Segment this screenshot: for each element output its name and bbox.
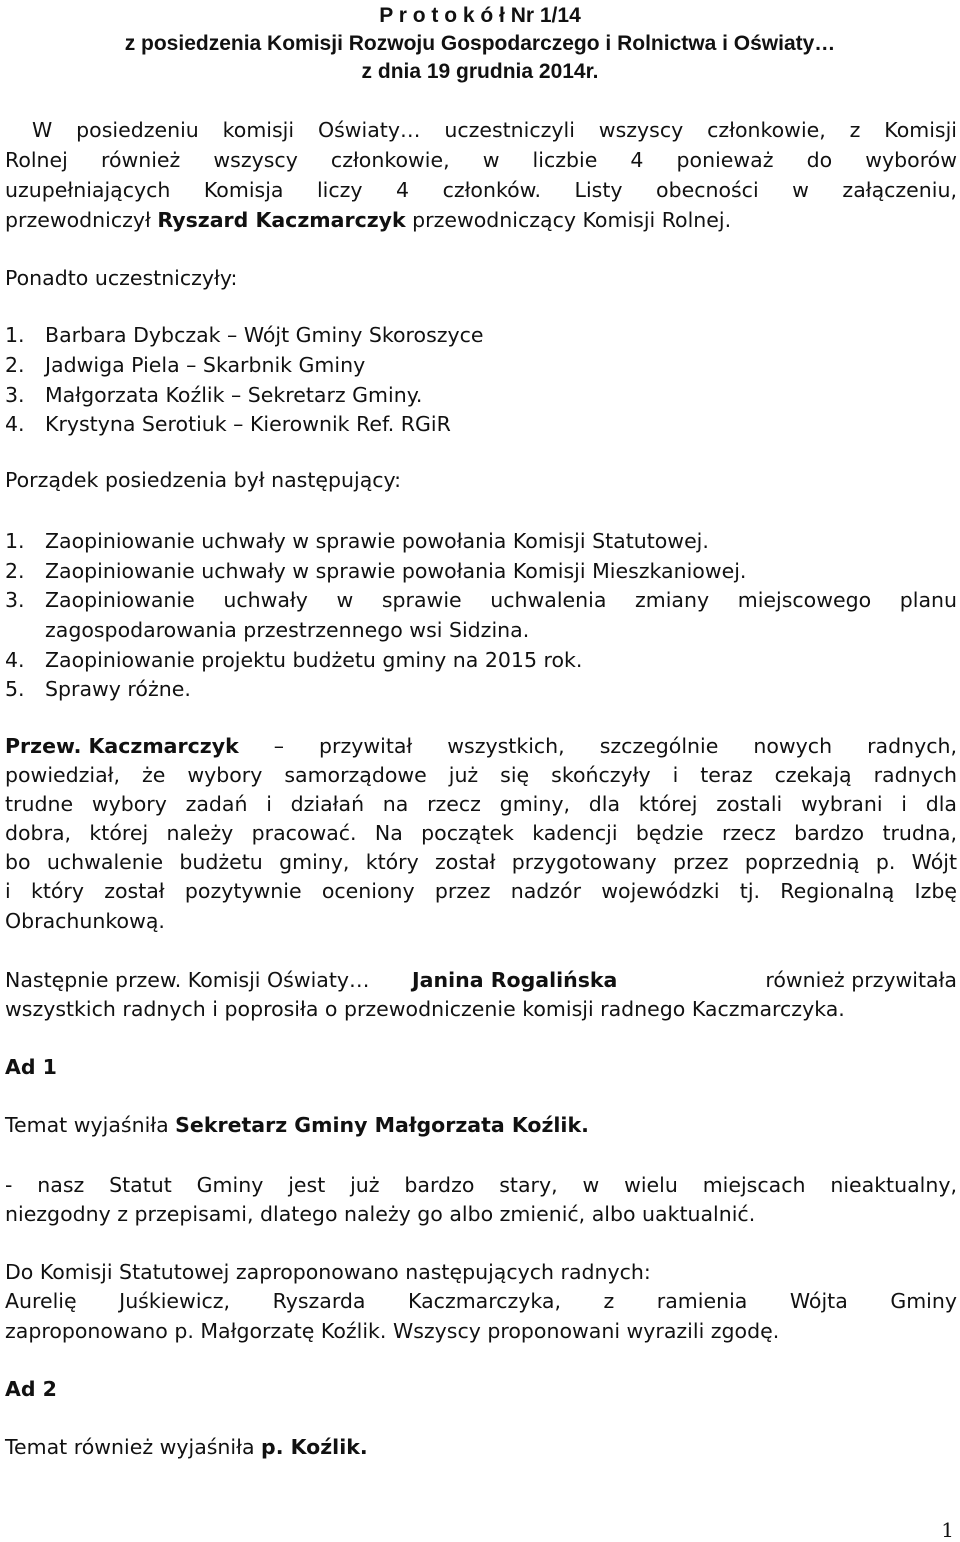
przew-line-1: Przew. Kaczmarczyk – przywitał wszystkich, szczególnie nowych radnych, bbox=[5, 734, 957, 758]
list-item-continuation: zagospodarowania przestrzennego wsi Sidzina. bbox=[45, 618, 530, 642]
list-item: 2. Jadwiga Piela – Skarbnik Gminy bbox=[5, 353, 366, 377]
intro-line-2: Rolnej również wszyscy członkowie, w liczbie 4 ponieważ do wyborów bbox=[5, 148, 957, 172]
ad1-heading: Ad 1 bbox=[5, 1055, 57, 1079]
list-item: 4. Krystyna Serotiuk – Kierownik Ref. RGiR bbox=[5, 412, 451, 436]
protocol-date: z dnia 19 grudnia 2014r. bbox=[361, 60, 599, 83]
agenda-heading: Porządek posiedzenia był następujący: bbox=[5, 468, 402, 492]
page-number: 1 bbox=[941, 1518, 954, 1542]
ad1-statement-1: - nasz Statut Gminy jest już bardzo stary, w wielu miejscach nieaktualny, bbox=[5, 1173, 957, 1197]
ad2-heading: Ad 2 bbox=[5, 1377, 57, 1401]
protocol-title: P r o t o k ó ł Nr 1/14 bbox=[379, 4, 581, 27]
przew-line-3: trudne wybory zadań i działań na rzecz gminy, dla której zostali wybrani i dla bbox=[5, 792, 957, 816]
przew-line-5: bo uchwalenie budżetu gminy, który został przygotowany przez poprzednią p. Wójt bbox=[5, 850, 957, 874]
list-item: 4. Zaopiniowanie projektu budżetu gminy na 2015 rok. bbox=[5, 648, 583, 672]
ad1-topic: Temat wyjaśniła Sekretarz Gminy Małgorzata Koźlik. bbox=[5, 1113, 589, 1137]
intro-line-3: uzupełniających Komisja liczy 4 członków. Listy obecności w załączeniu, bbox=[5, 178, 957, 202]
ad1-commission-1: Do Komisji Statutowej zaproponowano następujących radnych: bbox=[5, 1260, 651, 1284]
ad1-statement-2: niezgodny z przepisami, dlatego należy go albo zmienić, albo uaktualnić. bbox=[5, 1202, 756, 1226]
ad2-topic: Temat również wyjaśniła p. Koźlik. bbox=[5, 1435, 368, 1459]
list-item: 1. Zaopiniowanie uchwały w sprawie powołania Komisji Statutowej. bbox=[5, 529, 709, 553]
przew-line-2: powiedział, że wybory samorządowe już się skończyły i teraz czekają radnych bbox=[5, 763, 957, 787]
przew-line-7: Obrachunkową. bbox=[5, 909, 165, 933]
list-item: 3. Małgorzata Koźlik – Sekretarz Gminy. bbox=[5, 383, 423, 407]
attendees-heading: Ponadto uczestniczyły: bbox=[5, 266, 238, 290]
chairman-name: Ryszard Kaczmarczyk bbox=[157, 208, 406, 232]
przew-line-6: i który został pozytywnie oceniony przez nadzór wojewódzki tj. Regionalną Izbę bbox=[5, 879, 957, 903]
list-item: 2. Zaopiniowanie uchwały w sprawie powołania Komisji Mieszkaniowej. bbox=[5, 559, 747, 583]
intro-line-4: przewodniczył Ryszard Kaczmarczyk przewodniczący Komisji Rolnej. bbox=[5, 208, 732, 232]
protocol-subtitle: z posiedzenia Komisji Rozwoju Gospodarczego i Rolnictwa i Oświaty… bbox=[124, 32, 836, 55]
ad1-commission-3: zaproponowano p. Małgorzatę Koźlik. Wszyscy proponowani wyrazili zgodę. bbox=[5, 1319, 780, 1343]
list-item: 5. Sprawy różne. bbox=[5, 677, 191, 701]
przew-line-4: dobra, której należy pracować. Na początek kadencji będzie rzecz bardzo trudna, bbox=[5, 821, 957, 845]
next-line-2: wszystkich radnych i poprosiła o przewodniczenie komisji radnego Kaczmarczyka. bbox=[5, 997, 845, 1021]
ad1-commission-2: Aurelię Juśkiewicz, Ryszarda Kaczmarczyka, z ramienia Wójta Gminy bbox=[5, 1289, 957, 1313]
intro-line-1: W posiedzeniu komisji Oświaty… uczestniczyli wszyscy członkowie, z Komisji bbox=[32, 118, 957, 142]
list-item: 1. Barbara Dybczak – Wójt Gminy Skoroszyce bbox=[5, 323, 484, 347]
list-item: 3. Zaopiniowanie uchwały w sprawie uchwalenia zmiany miejscowego planu bbox=[5, 588, 957, 612]
next-line-1: Następnie przew. Komisji Oświaty… Janina Rogalińska również przywitała bbox=[5, 968, 957, 992]
